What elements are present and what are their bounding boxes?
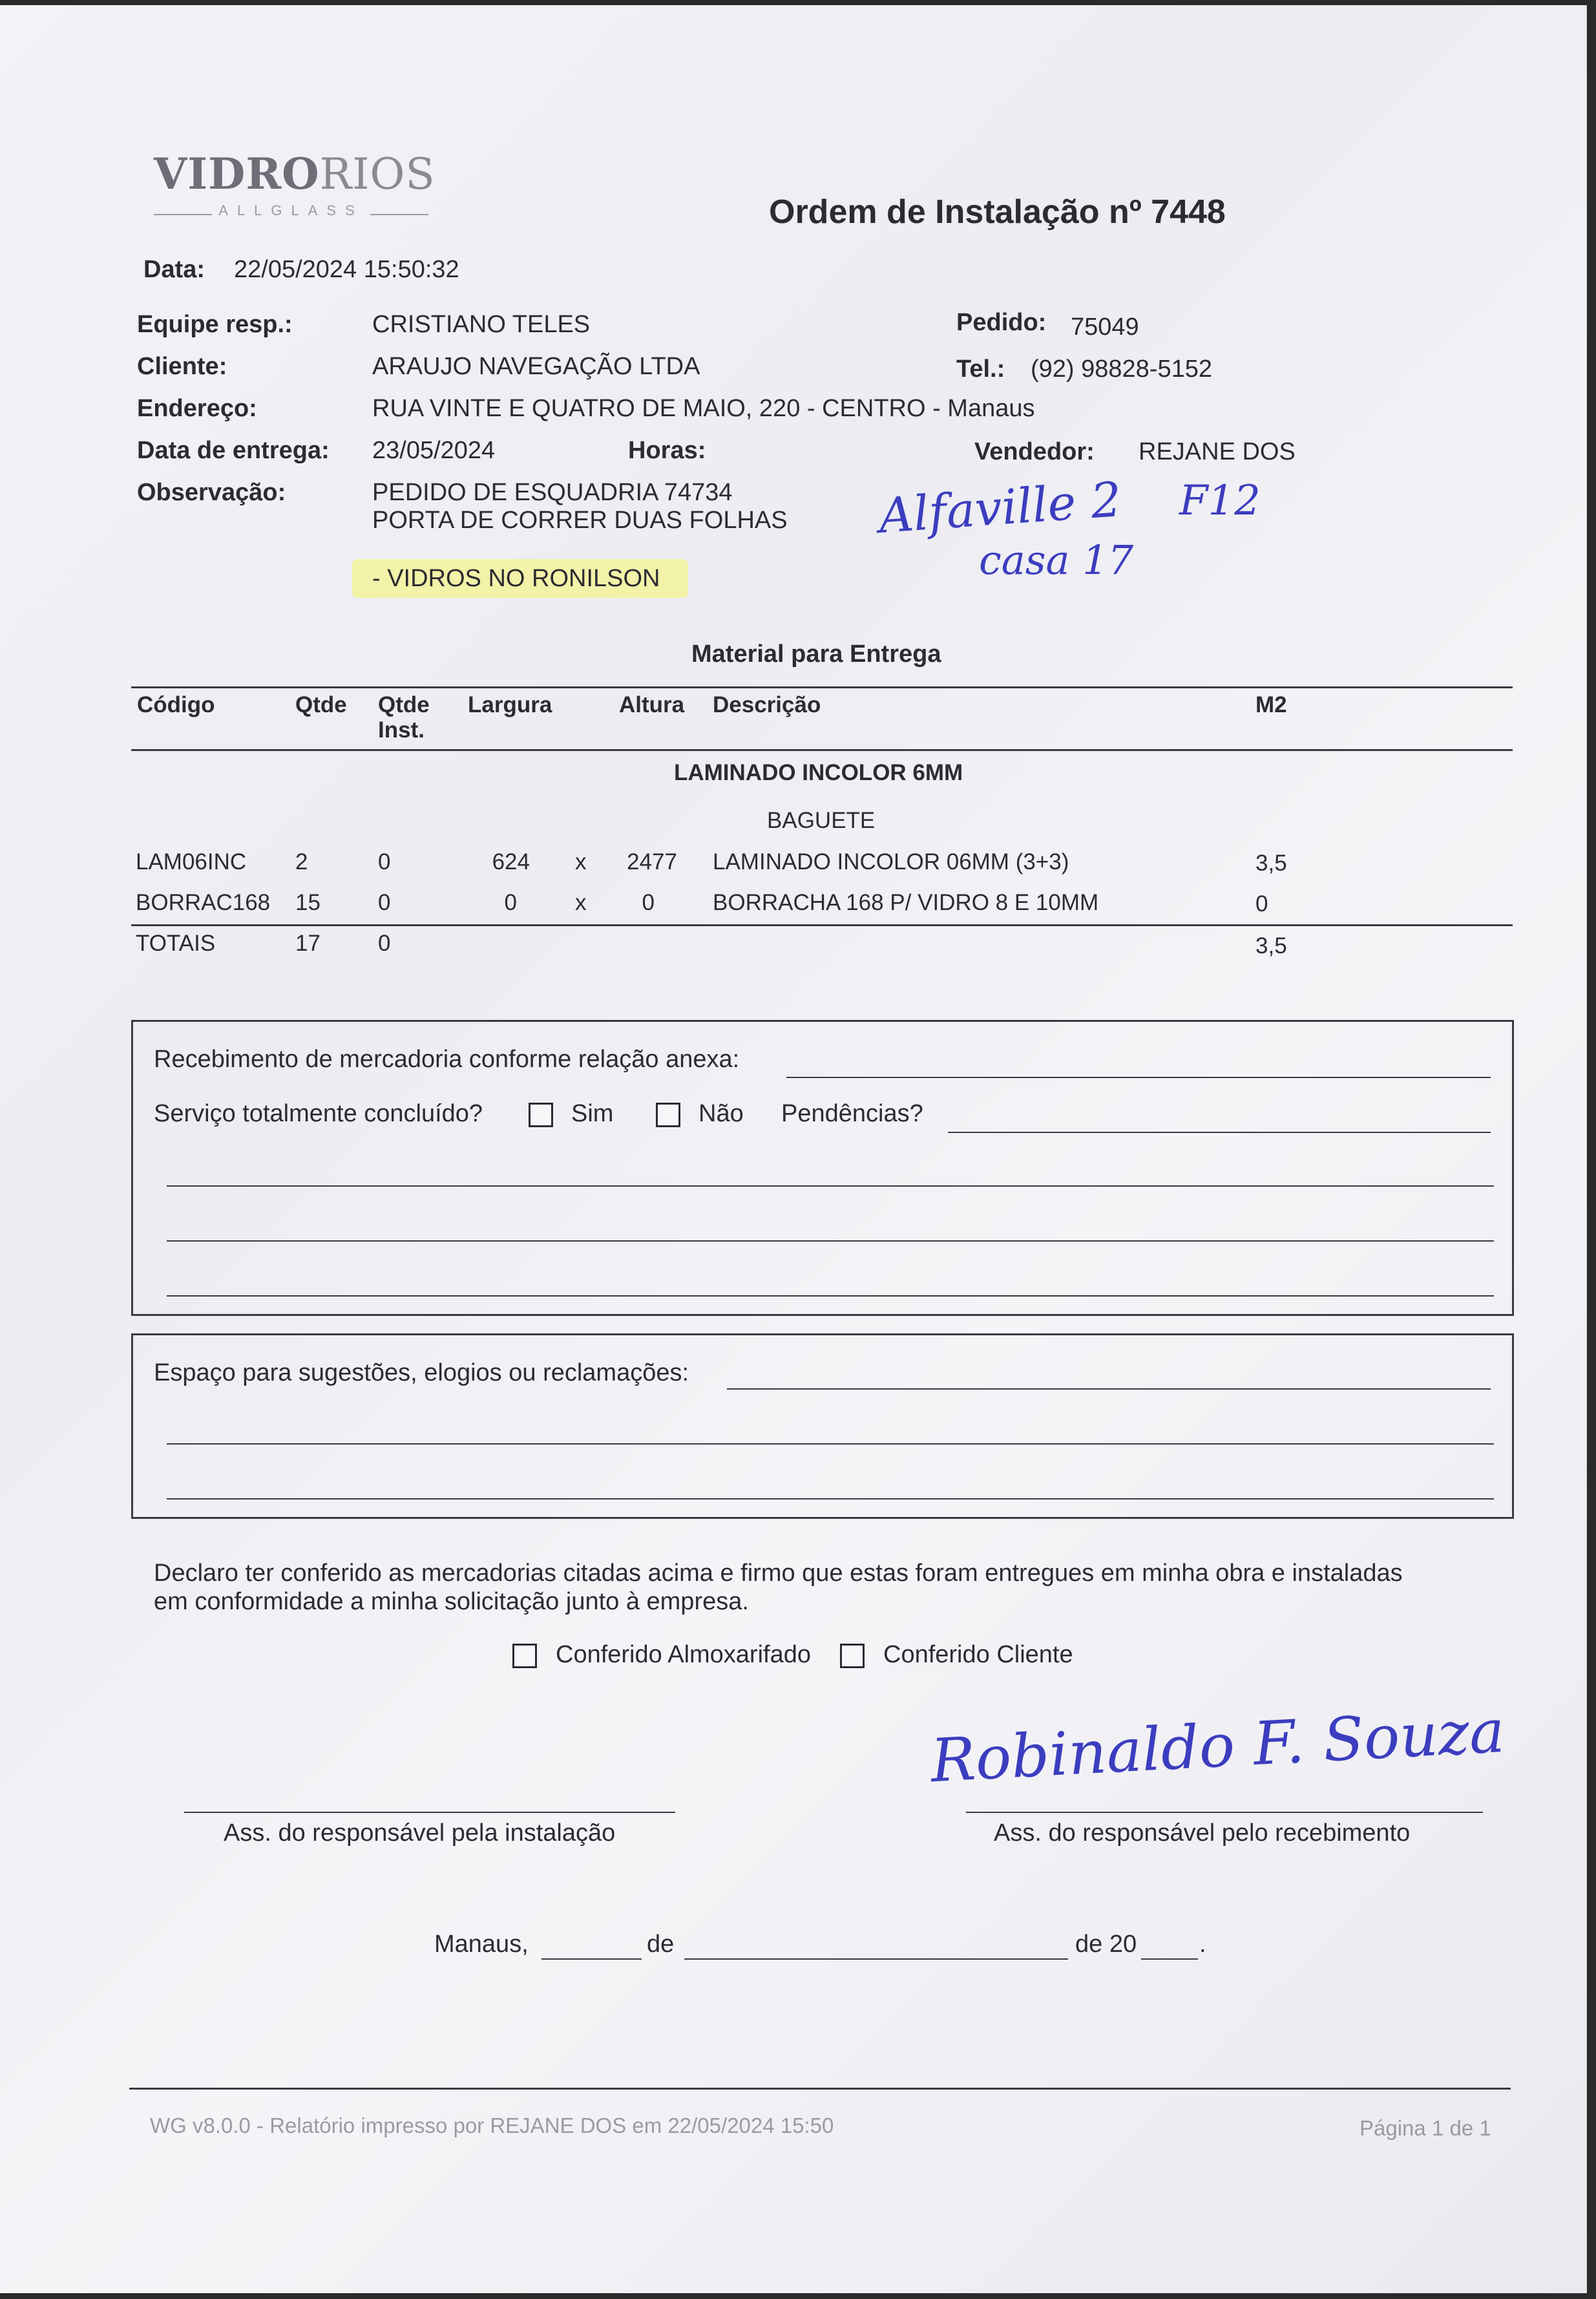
team-label: Equipe resp.: (137, 311, 293, 338)
table-subgroup-title: BAGUETE (767, 808, 876, 833)
installer-signature-label: Ass. do responsável pela instalação (224, 1819, 616, 1847)
document-title: Ordem de Instalação nº 7448 (769, 193, 1226, 231)
receipt-extra-line-1[interactable] (167, 1185, 1494, 1187)
observation-line-3: - VIDROS NO RONILSON (372, 565, 660, 592)
suggestions-fill-line-3[interactable] (167, 1498, 1494, 1499)
col-header-qty-inst-2: Inst. (378, 717, 425, 743)
row-width: 624 (492, 849, 530, 874)
row-code: BORRAC168 (136, 890, 271, 915)
address-label: Endereço: (137, 395, 257, 422)
pending-fill-line[interactable] (948, 1132, 1491, 1133)
day-fill-line[interactable] (541, 1958, 642, 1960)
seller-value: REJANE DOS (1139, 438, 1296, 465)
order-label: Pedido: (956, 309, 1047, 336)
team-value: CRISTIANO TELES (372, 311, 591, 338)
logo-tagline: ALLGLASS (154, 202, 428, 219)
receipt-extra-line-2[interactable] (167, 1240, 1494, 1242)
col-header-description: Descrição (713, 692, 821, 717)
row-description: BORRACHA 168 P/ VIDRO 8 E 10MM (713, 890, 1099, 915)
client-label: Cliente: (137, 353, 227, 380)
observation-line-2: PORTA DE CORRER DUAS FOLHAS (372, 507, 788, 534)
row-m2: 0 (1255, 891, 1268, 916)
suggestions-label: Espaço para sugestões, elogios ou reclamações: (154, 1359, 689, 1386)
year-connector: de 20 (1075, 1931, 1137, 1958)
col-header-qty-inst-1: Qtde (378, 692, 430, 717)
row-m2: 3,5 (1255, 851, 1287, 876)
installer-signature-line[interactable] (184, 1812, 675, 1813)
hours-label: Horas: (628, 437, 706, 464)
col-header-qty: Qtde (295, 692, 347, 717)
totals-qty: 17 (295, 931, 320, 956)
receipt-fill-line[interactable] (786, 1077, 1491, 1078)
totals-label: TOTAIS (136, 931, 216, 956)
row-width: 0 (504, 890, 517, 915)
footer-print-info: WG v8.0.0 - Relatório impresso por REJANE DOS em 22/05/2024 15:50 (150, 2114, 834, 2137)
phone-value: (92) 98828-5152 (1031, 355, 1212, 383)
checked-warehouse-label: Conferido Almoxarifado (556, 1641, 811, 1668)
row-height: 0 (642, 890, 655, 915)
seller-label: Vendedor: (974, 438, 1095, 465)
observation-label: Observação: (137, 479, 286, 506)
company-logo (154, 149, 436, 199)
date-label: Data: (143, 256, 205, 283)
client-value: ARAUJO NAVEGAÇÃO LTDA (372, 353, 700, 380)
row-qty-inst: 0 (378, 849, 391, 874)
table-top-rule (131, 686, 1513, 688)
declaration-line-1: Declaro ter conferido as mercadorias citadas acima e firmo que estas foram entregues em minha obra e instaladas (154, 1560, 1403, 1587)
service-done-label: Serviço totalmente concluído? (154, 1100, 483, 1127)
receipt-extra-line-3[interactable] (167, 1295, 1494, 1297)
handwritten-note-line-1b: F12 (1179, 477, 1261, 525)
date-value: 22/05/2024 15:50:32 (234, 256, 459, 283)
month-fill-line[interactable] (684, 1958, 1068, 1960)
totals-qty-inst: 0 (378, 931, 391, 956)
suggestions-fill-line-2[interactable] (167, 1443, 1494, 1445)
material-title: Material para Entrega (691, 641, 941, 668)
delivery-date-value: 23/05/2024 (372, 437, 496, 464)
row-height: 2477 (627, 849, 677, 874)
order-value: 75049 (1071, 313, 1139, 341)
table-header-rule (131, 749, 1513, 751)
yes-checkbox[interactable] (529, 1103, 553, 1127)
col-header-code: Código (137, 692, 215, 717)
month-connector: de (647, 1931, 675, 1958)
totals-m2: 3,5 (1255, 933, 1287, 959)
checked-warehouse-checkbox[interactable] (512, 1644, 537, 1668)
col-header-height: Altura (619, 692, 685, 717)
receiver-signature-line[interactable] (966, 1812, 1483, 1813)
suggestions-fill-line-1[interactable] (727, 1388, 1491, 1390)
no-checkbox[interactable] (656, 1103, 680, 1127)
yes-label: Sim (571, 1100, 614, 1127)
document-sheet (0, 5, 1587, 2293)
col-header-width: Largura (468, 692, 552, 717)
row-qty-inst: 0 (378, 890, 391, 915)
handwritten-note-line-2: casa 17 (979, 536, 1134, 584)
row-description: LAMINADO INCOLOR 06MM (3+3) (713, 849, 1069, 874)
table-group-title: LAMINADO INCOLOR 6MM (674, 760, 963, 785)
year-fill-line[interactable] (1141, 1958, 1198, 1960)
checked-client-label: Conferido Cliente (883, 1641, 1073, 1668)
receiver-signature-label: Ass. do responsável pelo recebimento (994, 1819, 1411, 1847)
row-times: x (575, 890, 587, 915)
observation-line-1: PEDIDO DE ESQUADRIA 74734 (372, 479, 733, 506)
logo-text-bold: VIDRO (154, 149, 320, 199)
delivery-date-label: Data de entrega: (137, 437, 330, 464)
receipt-label: Recebimento de mercadoria conforme relação anexa: (154, 1046, 740, 1073)
table-totals-rule (131, 924, 1513, 926)
row-qty: 2 (295, 849, 308, 874)
logo-text-light: RIOS (319, 149, 436, 199)
handwritten-note-line-1a: Alfaville 2 (877, 471, 1124, 545)
city-label: Manaus, (434, 1931, 529, 1958)
phone-label: Tel.: (956, 355, 1005, 383)
row-times: x (575, 849, 587, 874)
receiver-signature: Robinaldo F. Souza (929, 1696, 1507, 1796)
address-value: RUA VINTE E QUATRO DE MAIO, 220 - CENTRO - Manaus (372, 395, 1035, 422)
pending-label: Pendências? (781, 1100, 923, 1127)
date-period: . (1199, 1931, 1206, 1958)
footer-rule (129, 2088, 1511, 2090)
footer-page-number: Página 1 de 1 (1360, 2116, 1491, 2140)
row-code: LAM06INC (136, 849, 247, 874)
row-qty: 15 (295, 890, 320, 915)
no-label: Não (698, 1100, 744, 1127)
checked-client-checkbox[interactable] (840, 1644, 865, 1668)
declaration-line-2: em conformidade a minha solicitação junto à empresa. (154, 1588, 749, 1615)
col-header-m2: M2 (1255, 692, 1287, 717)
